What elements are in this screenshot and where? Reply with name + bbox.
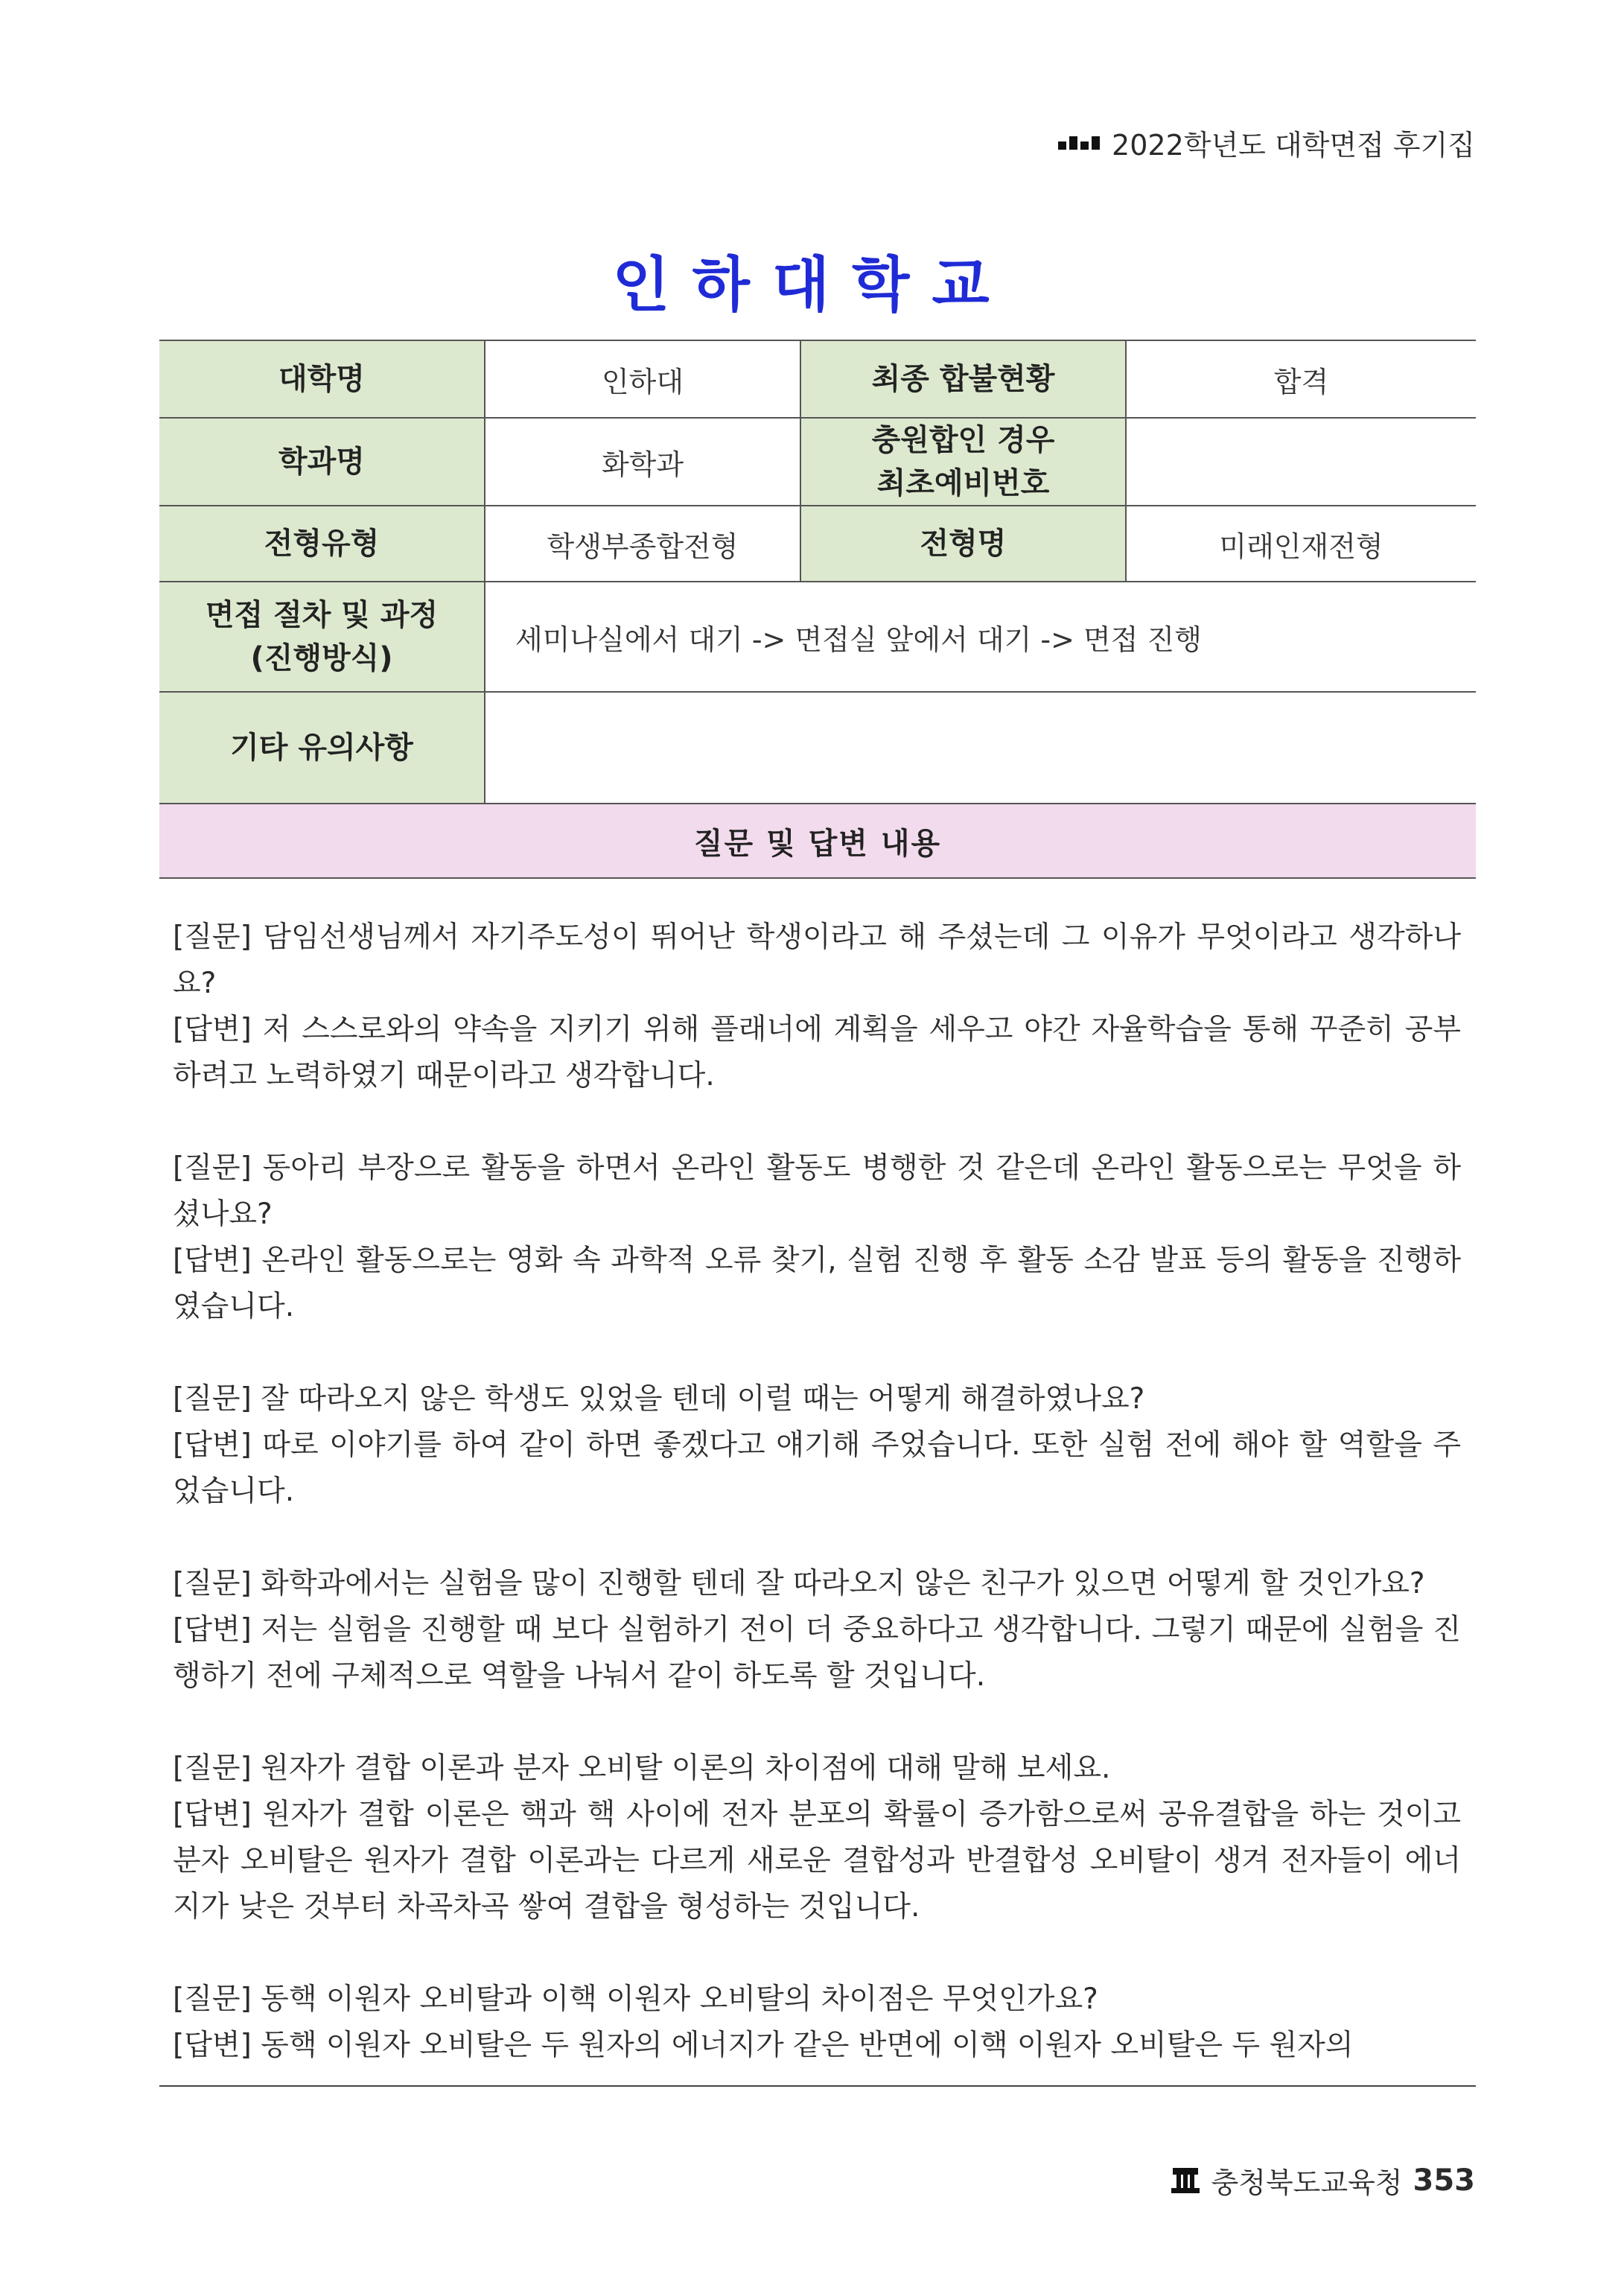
table-row [159, 340, 1476, 418]
page-header [1058, 122, 1475, 163]
table-row [159, 418, 1476, 506]
waitlist-value [1126, 418, 1476, 506]
table-row [159, 692, 1476, 804]
answer: [답변] 따로 이야기를 하여 같이 하면 좋겠다고 얘기해 주었습니다. 또한 실험 전에 해야 할 역할을 주었습니다. [173, 1428, 1461, 1508]
header-text: 2022학년도 대학면접 후기집 [1112, 129, 1475, 162]
qa-section-header: 질문 및 답변 내용 [159, 804, 1476, 878]
university-label: 대학명 [159, 340, 485, 418]
answer: [답변] 저 스스로와의 약속을 지키기 위해 플래너에 계획을 세우고 야간 자율학습을 통해 꾸준히 공부하려고 노력하였기 때문이라고 생각합니다. [173, 1013, 1461, 1093]
answer: [답변] 원자가 결합 이론은 핵과 핵 사이에 전자 분포의 확률이 증가함으로써 공유결합을 하는 것이고 분자 오비탈은 원자가 결합 이론과는 다르게 새로운 결합성과 반결합성 오비탈이 생겨 전자들이 에너지가 낮은 것부터 차곡차곡 쌓여 결합을 형성하는 것입니다. [173, 1798, 1461, 1924]
question: [질문] 담임선생님께서 자기주도성이 뛰어난 학생이라고 해 주셨는데 그 이유가 무엇이라고 생각하나요? [173, 920, 1461, 1000]
interview-info-table [159, 340, 1476, 879]
question: [질문] 동아리 부장으로 활동을 하면서 온라인 활동도 병행한 것 같은데 온라인 활동으로는 무엇을 하셨나요? [173, 1151, 1461, 1231]
answer: [답변] 저는 실험을 진행할 때 보다 실험하기 전이 더 중요하다고 생각합니다. 그렇기 때문에 실험을 진행하기 전에 구체적으로 역할을 나눠서 같이 하도록 할 것입니다. [173, 1613, 1461, 1693]
answer: [답변] 동핵 이원자 오비탈은 두 원자의 에너지가 같은 반면에 이핵 이원자 오비탈은 두 원자의 [173, 2029, 1354, 2062]
department-label: 학과명 [159, 418, 485, 506]
table-row [159, 804, 1476, 878]
office-emblem-icon [1170, 2165, 1201, 2196]
result-value: 합격 [1126, 340, 1476, 418]
page-title: 인하대학교 [612, 250, 1012, 319]
question: [질문] 잘 따라오지 않은 학생도 있었을 텐데 이럴 때는 어떻게 해결하였나요? [173, 1382, 1145, 1416]
university-value: 인하대 [485, 340, 800, 418]
table-row [159, 582, 1476, 692]
admission-type-label: 전형유형 [159, 506, 485, 582]
procedure-label-line1: 면접 절차 및 과정 [205, 598, 439, 632]
procedure-label [159, 582, 485, 692]
question: [질문] 화학과에서는 실험을 많이 진행할 텐데 잘 따라오지 않은 친구가 있으면 어떻게 할 것인가요? [173, 1567, 1425, 1600]
admission-type-value: 학생부종합전형 [485, 506, 800, 582]
waitlist-label: 충원합인 경우 최초예비번호 [800, 418, 1126, 506]
notes-label: 기타 유의사항 [159, 692, 485, 804]
bottom-divider [159, 2085, 1476, 2087]
table-row [159, 506, 1476, 582]
checker-mark-icon [1058, 136, 1100, 150]
admission-name-label: 전형명 [800, 506, 1126, 582]
qa-content [173, 915, 1461, 2069]
department-value: 화학과 [485, 418, 800, 506]
question: [질문] 동핵 이원자 오비탈과 이핵 이원자 오비탈의 차이점은 무엇인가요? [173, 1982, 1098, 2016]
procedure-value: 세미나실에서 대기 -> 면접실 앞에서 대기 -> 면접 진행 [485, 582, 1476, 692]
procedure-label-line2: (진행방식) [250, 641, 393, 675]
result-label: 최종 합불현황 [800, 340, 1126, 418]
question: [질문] 원자가 결합 이론과 분자 오비탈 이론의 차이점에 대해 말해 보세요. [173, 1752, 1111, 1785]
page-footer [1170, 2160, 1475, 2201]
page-number: 353 [1413, 2163, 1475, 2198]
footer-org: 충청북도교육청 [1211, 2166, 1403, 2199]
notes-value [485, 692, 1476, 804]
answer: [답변] 온라인 활동으로는 영화 속 과학적 오류 찾기, 실험 진행 후 활동 소감 발표 등의 활동을 진행하였습니다. [173, 1244, 1461, 1323]
admission-name-value: 미래인재전형 [1126, 506, 1476, 582]
